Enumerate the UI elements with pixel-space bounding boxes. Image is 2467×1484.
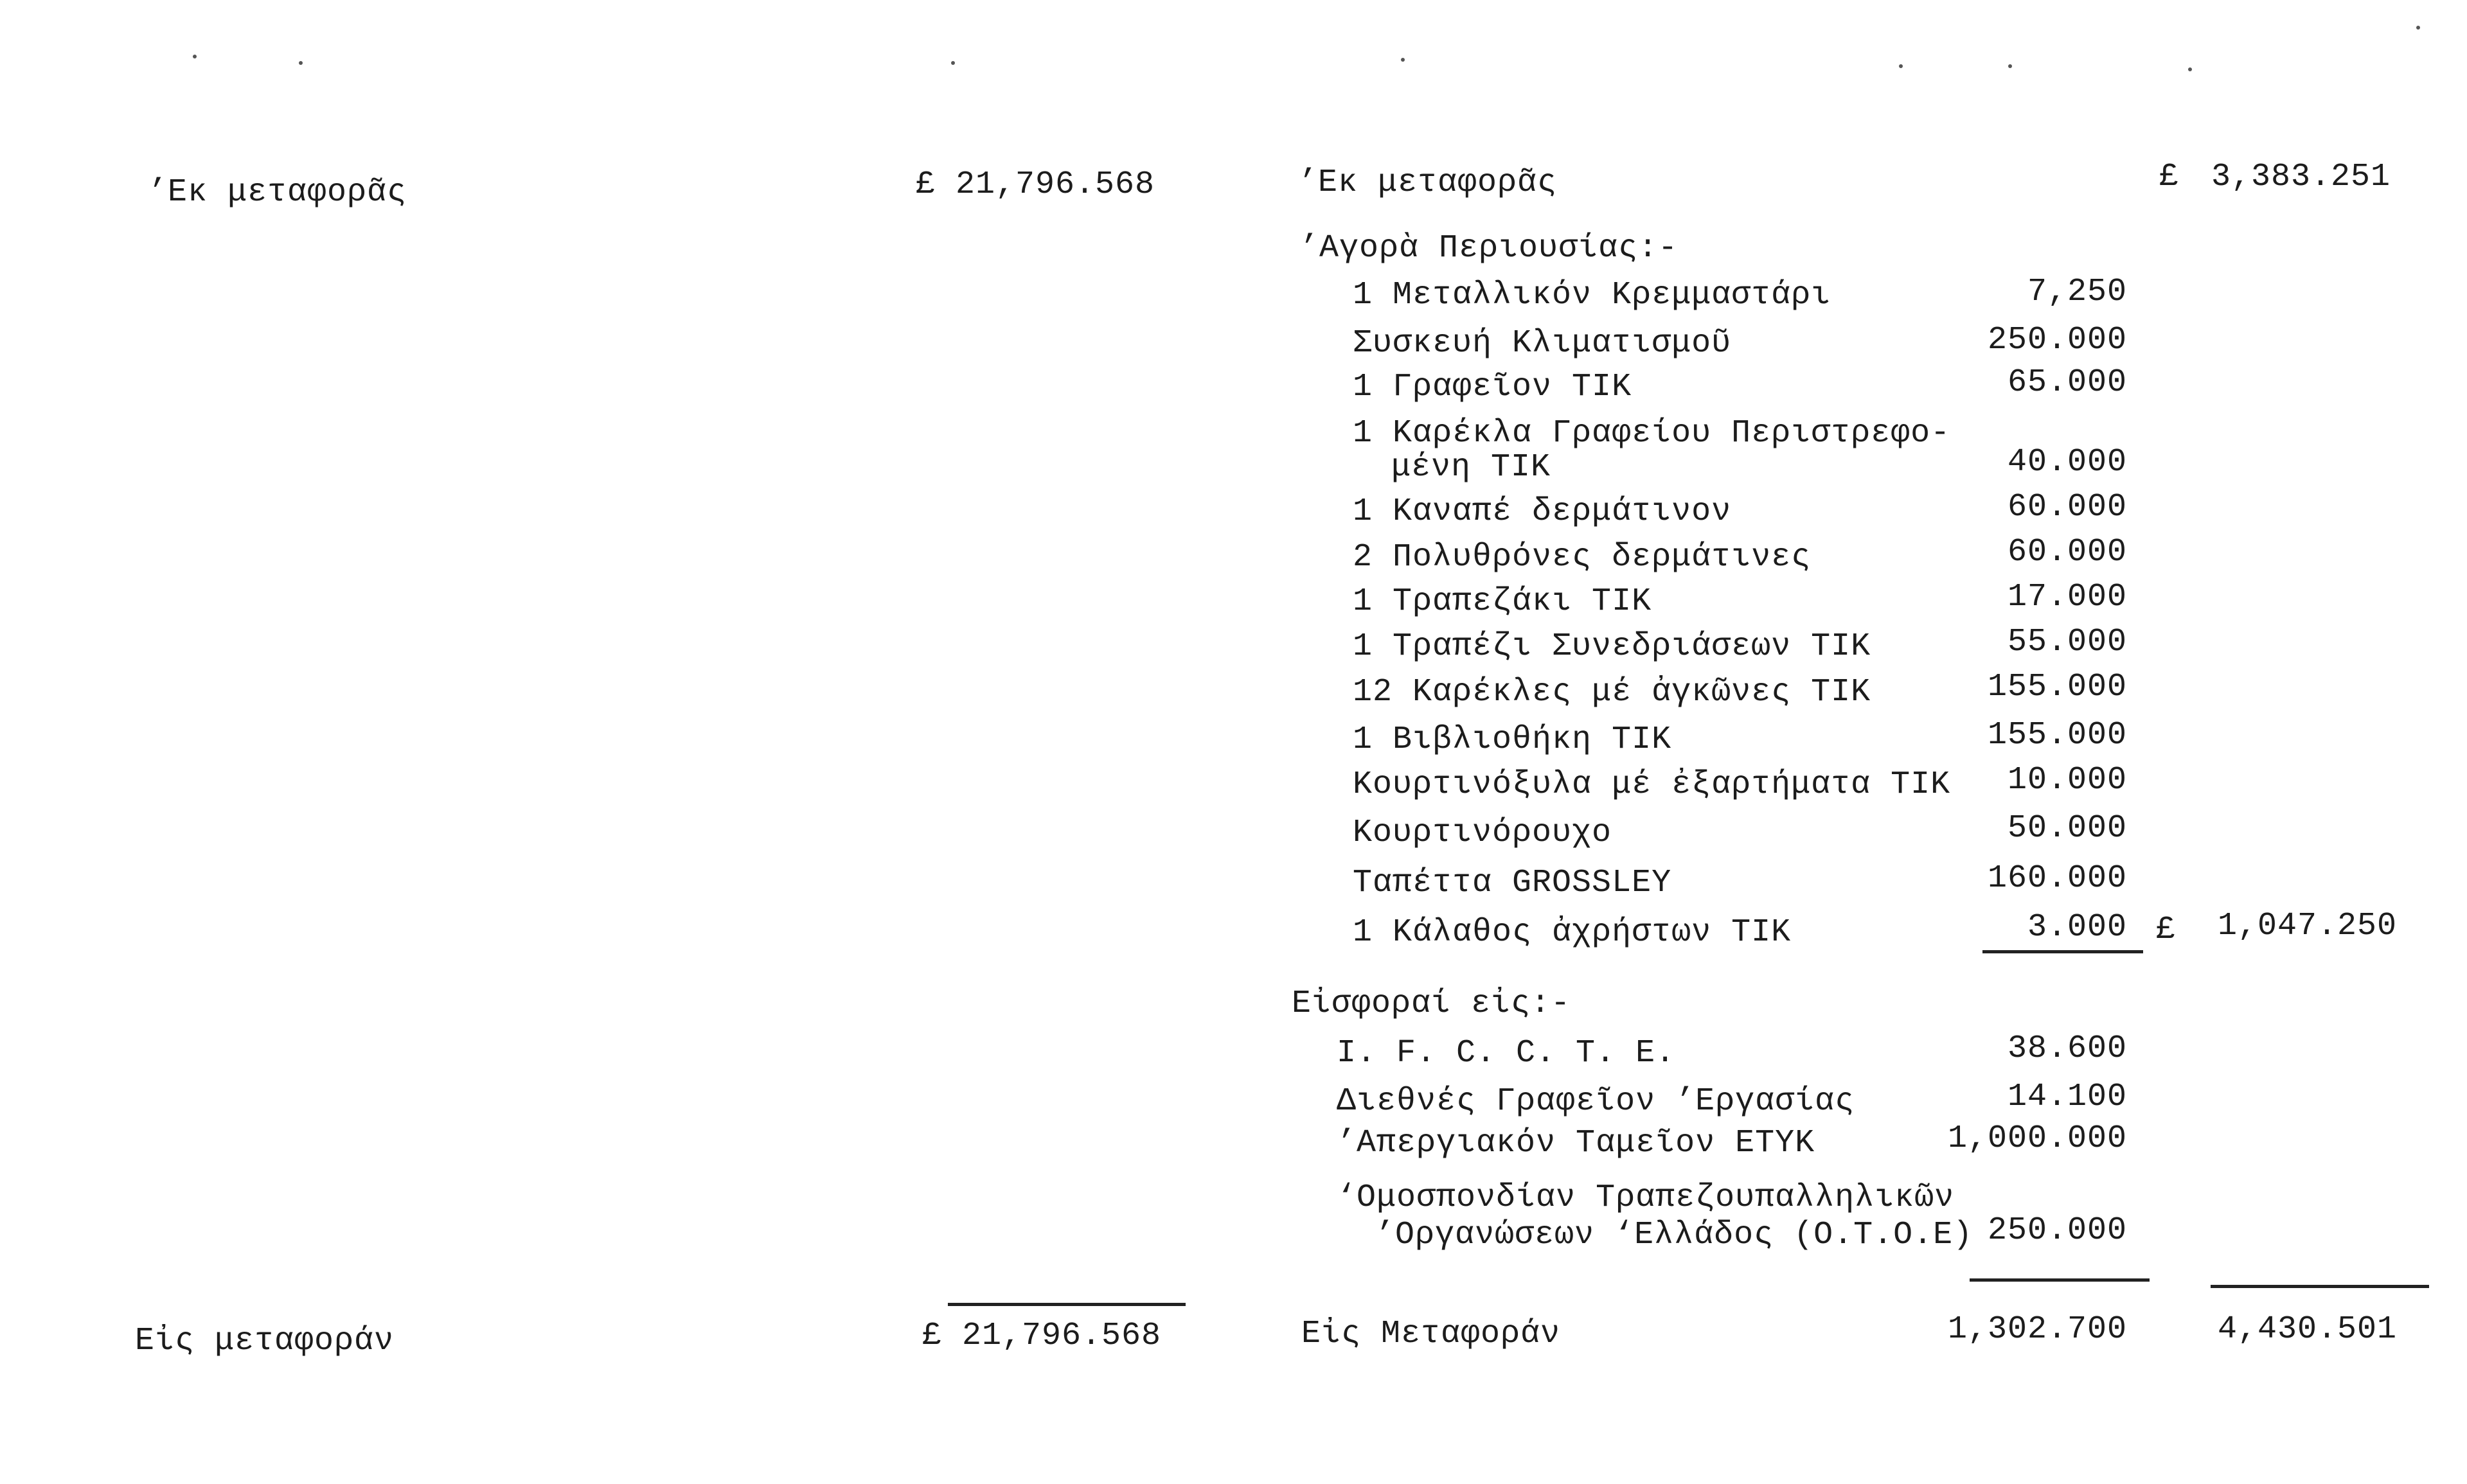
list-item-label: 1 Καναπέ δερμάτινον bbox=[1353, 493, 1732, 530]
list-item-label: 1 Τραπεζάκι ΤΙΚ bbox=[1353, 583, 1652, 620]
list-item-label: I. F. C. C. T. E. bbox=[1337, 1035, 1676, 1072]
list-item-label: 12 Καρέκλες μέ ἀγκῶνες ΤΙΚ bbox=[1353, 674, 1871, 711]
list-item-amount: 155.000 bbox=[1987, 717, 2127, 754]
list-item-amount: 1,000.000 bbox=[1947, 1120, 2127, 1157]
list-item-amount: 7,250 bbox=[2027, 274, 2127, 310]
list-item-amount: 14.100 bbox=[2007, 1079, 2127, 1115]
list-item-label: 1 Βιβλιοθήκη ΤΙΚ bbox=[1353, 721, 1672, 758]
right-carry-out-subtotal: 1,302.700 bbox=[1947, 1311, 2127, 1348]
scan-speck bbox=[2008, 64, 2012, 68]
grand-total-rule bbox=[2211, 1285, 2429, 1288]
list-item-label: ‘Ομοσπονδίαν Τραπεζουπαλληλικῶν bbox=[1337, 1179, 1955, 1216]
list-item-label: 1 Γραφεῖον ΤΙΚ bbox=[1353, 369, 1632, 405]
scan-speck bbox=[2188, 67, 2192, 71]
left-total-rule bbox=[948, 1303, 1186, 1306]
section-assets-heading: ’Αγορὰ Περιουσίας:- bbox=[1299, 230, 1679, 267]
list-item-amount: 17.000 bbox=[2007, 579, 2127, 615]
list-item-label: Κουρτινόξυλα μέ ἐξαρτήματα ΤΙΚ bbox=[1353, 766, 1951, 803]
list-item-label: Συσκευή Κλιματισμοῦ bbox=[1353, 325, 1732, 362]
list-item-label: ’Απεργιακόν Ταμεῖον ΕΤΥΚ bbox=[1337, 1125, 1815, 1162]
list-item-label: 1 Τραπέζι Συνεδριάσεων ΤΙΚ bbox=[1353, 628, 1871, 665]
list-item-label: 1 Μεταλλικόν Κρεμμαστάρι bbox=[1353, 277, 1831, 314]
list-item-amount: 38.600 bbox=[2007, 1030, 2127, 1067]
list-item-label: Κουρτινόρουχο bbox=[1353, 815, 1612, 851]
list-item-label: 1 Καρέκλα Γραφείου Περιστρεφο- bbox=[1353, 415, 1951, 452]
scan-speck bbox=[299, 61, 303, 65]
list-item-amount: 40.000 bbox=[2007, 444, 2127, 481]
left-carry-out-label: Εἰς μεταφοράν bbox=[135, 1323, 395, 1359]
list-item-amount: 160.000 bbox=[1987, 860, 2127, 897]
section-assets-total-rule bbox=[1982, 950, 2143, 953]
list-item-amount: 60.000 bbox=[2007, 489, 2127, 526]
scan-speck bbox=[2416, 26, 2420, 30]
left-carry-out-amount: £ 21,796.568 bbox=[922, 1318, 1162, 1354]
list-item-amount: 55.000 bbox=[2007, 624, 2127, 660]
list-item-label: Ταπέττα GROSSLEY bbox=[1353, 865, 1672, 901]
list-item-amount: 65.000 bbox=[2007, 364, 2127, 401]
section-assets-total: 1,047.250 bbox=[2217, 908, 2397, 944]
right-carry-forward-amount: 3,383.251 bbox=[2211, 159, 2391, 195]
list-item-amount: 3.000 bbox=[2027, 909, 2127, 946]
left-carry-forward-amount: £ 21,796.568 bbox=[916, 166, 1155, 203]
right-carry-forward-label: ’Εκ μεταφορᾶς bbox=[1298, 164, 1558, 201]
right-carry-forward-currency: £ bbox=[2159, 159, 2180, 195]
section-contributions-heading: Εἰσφοραί εἰς:- bbox=[1292, 985, 1571, 1022]
right-carry-out-label: Εἰς Μεταφοράν bbox=[1301, 1316, 1561, 1352]
scan-speck bbox=[1899, 64, 1903, 68]
scan-speck bbox=[951, 61, 955, 65]
scan-speck bbox=[1401, 58, 1405, 62]
list-item-amount: 60.000 bbox=[2007, 534, 2127, 570]
list-item-amount: 250.000 bbox=[1987, 1212, 2127, 1249]
left-carry-forward-label: ’Εκ μεταφορᾶς bbox=[148, 174, 407, 211]
right-carry-out-total: 4,430.501 bbox=[2217, 1311, 2397, 1348]
list-item-amount: 50.000 bbox=[2007, 810, 2127, 847]
list-item-amount: 250.000 bbox=[1987, 322, 2127, 358]
scan-speck bbox=[193, 55, 197, 58]
list-item-label: ’Οργανώσεων ‘Ελλάδος (Ο.Τ.Ο.Ε) bbox=[1375, 1217, 1973, 1253]
section-assets-total-currency: £ bbox=[2156, 912, 2177, 948]
list-item-label: 1 Κάλαθος ἀχρήστων ΤΙΚ bbox=[1353, 914, 1792, 951]
list-item-label: μένη ΤΙΚ bbox=[1391, 449, 1551, 486]
list-item-amount: 155.000 bbox=[1987, 669, 2127, 705]
list-item-label: 2 Πολυθρόνες δερμάτινες bbox=[1353, 539, 1812, 576]
list-item-label: Διεθνές Γραφεῖον ’Εργασίας bbox=[1337, 1083, 1855, 1120]
subtotal-rule bbox=[1970, 1278, 2150, 1282]
list-item-amount: 10.000 bbox=[2007, 762, 2127, 799]
